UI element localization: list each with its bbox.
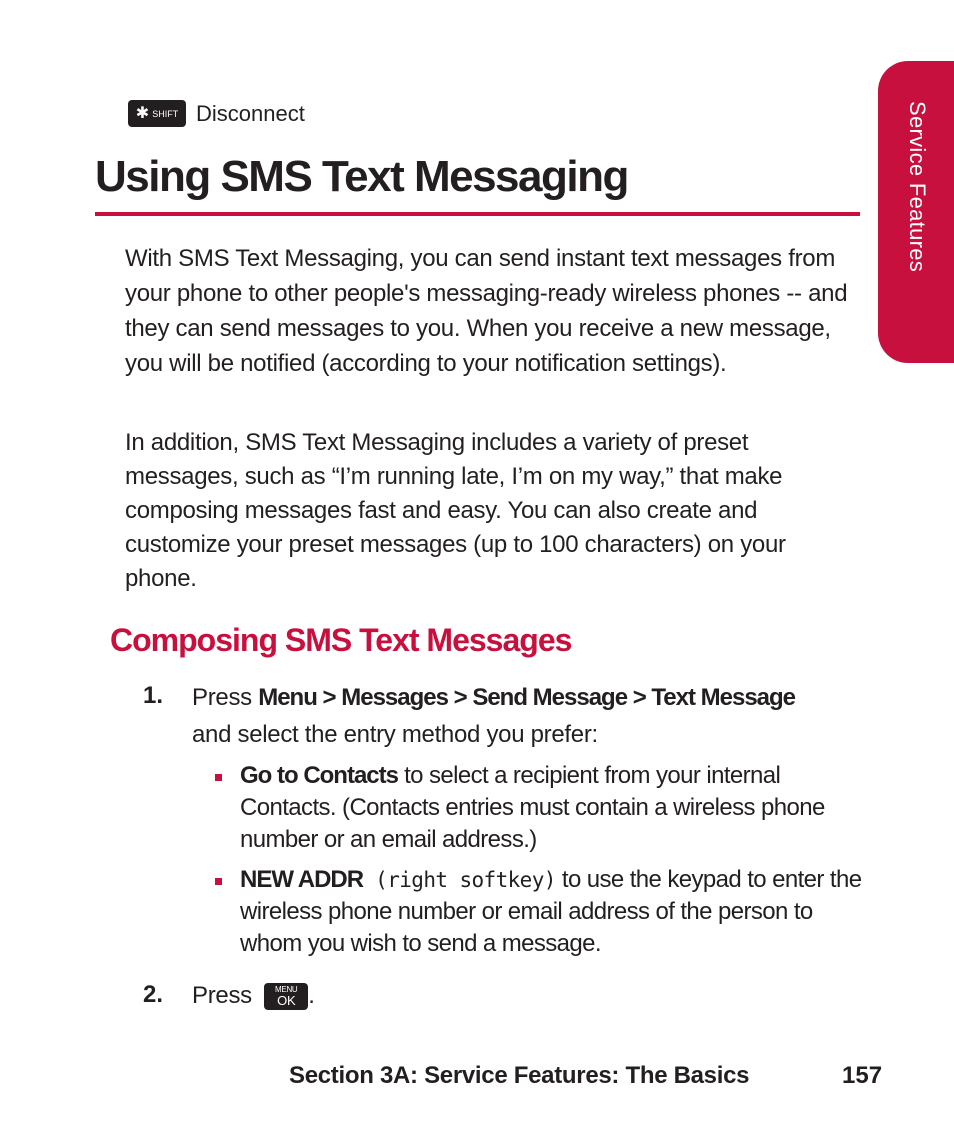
page-title: Using SMS Text Messaging <box>95 152 628 201</box>
menu-path: Menu > Messages > Send Message > Text Message <box>258 684 796 711</box>
page-number: 157 <box>842 1062 883 1089</box>
step-1-text: Press Menu > Messages > Send Message > Text Message and select the entry method you prefer: <box>192 684 796 748</box>
bullet-icon <box>215 774 222 781</box>
side-tab-label: Service Features <box>905 101 930 273</box>
disconnect-label: Disconnect <box>196 100 305 126</box>
menu-ok-key-icon: MENU OK <box>264 983 308 1010</box>
side-tab <box>878 61 954 363</box>
footer-section-title: Section 3A: Service Features: The Basics <box>289 1062 750 1089</box>
bullet-new-addr: NEW ADDR (right softkey) to use the keypad to enter the wireless phone number or email address of the person to whom you wish to send a message. <box>215 864 875 960</box>
bullet-icon <box>215 878 222 885</box>
section-heading: Composing SMS Text Messages <box>110 622 572 658</box>
step-1-number: 1. <box>143 682 164 709</box>
step-2-number: 2. <box>143 981 164 1008</box>
intro-paragraph-2: In addition, SMS Text Messaging includes a variety of preset messages, such as “I’m running late, I’m on my way,” that make composing messages fast and easy. You can also create and customize your preset messages (up to 100 characters) on your phone. <box>125 429 786 592</box>
title-divider <box>95 212 860 216</box>
step-2-text: Press MENU OK . <box>192 982 315 1009</box>
shift-key-icon: ✱ SHIFT <box>128 100 186 127</box>
bullet-go-to-contacts: Go to Contacts to select a recipient from your internal Contacts. (Contacts entries must contain a wireless phone number or an email address.) <box>215 760 875 856</box>
disconnect-note <box>128 100 305 127</box>
intro-paragraph-1: With SMS Text Messaging, you can send instant text messages from your phone to other people's messaging-ready wireless phones -- and they can send messages to you. When you receive a new message, you will be notified (according to your notification settings). <box>125 245 848 377</box>
